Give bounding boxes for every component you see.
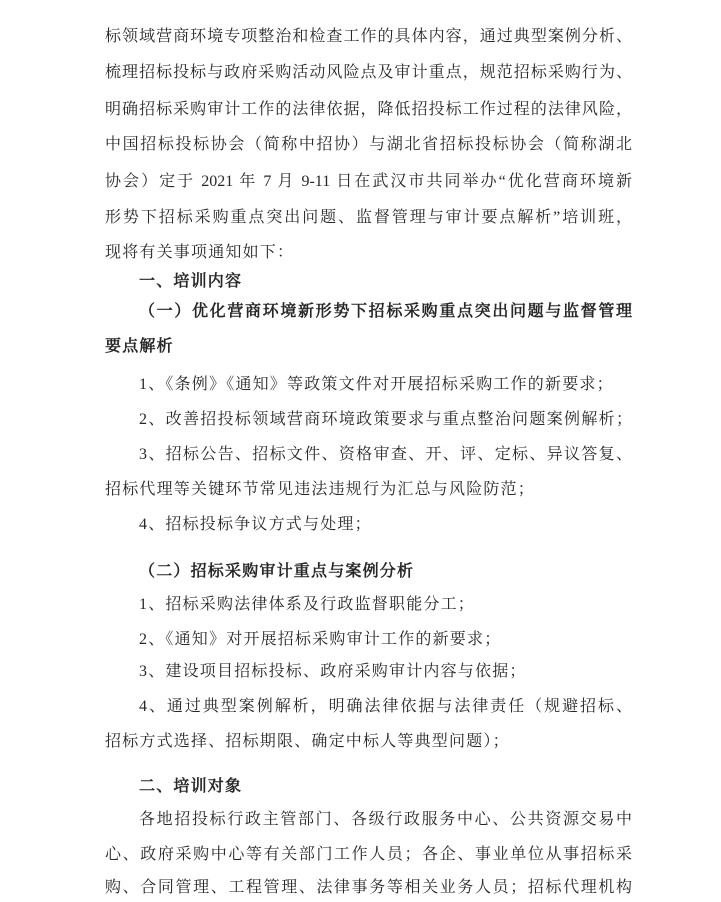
list-item: 2、改善招投标领域营商环境政策要求与重点整治问题案例解析； (139, 411, 632, 428)
list-item: 4、招标投标争议方式与处理； (139, 516, 372, 533)
subsection-heading-1-cont: 要点解析 (105, 338, 174, 355)
list-item: 2、《通知》对开展招标采购审计工作的新要求； (139, 631, 502, 648)
doc-line: 协会）定于 2021 年 7 月 9-11 日在武汉市共同举办“优化营商环境新 (105, 173, 632, 190)
doc-line: 现将有关事项通知如下： (105, 244, 295, 261)
doc-line: 标领域营商环境专项整治和检查工作的具体内容，通过典型案例分析、 (105, 28, 632, 45)
list-item-cont: 招标代理等关键环节常见违法违规行为汇总与风险防范； (105, 481, 536, 498)
list-item: 3、建设项目招标投标、政府采购审计内容与依据； (139, 663, 527, 680)
list-item: 1、《条例》《通知》等政策文件对开展招标采购工作的新要求； (139, 376, 614, 393)
doc-line: 心、政府采购中心等有关部门工作人员；各企、事业单位从事招标采 (105, 846, 632, 863)
doc-line: 梳理招标投标与政府采购活动风险点及审计重点，规范招标采购行为、 (105, 64, 632, 81)
doc-line: 形势下招标采购重点突出问题、监督管理与审计要点解析”培训班， (105, 209, 632, 226)
list-item: 4、通过典型案例解析，明确法律依据与法律责任（规避招标、 (139, 698, 632, 715)
doc-line: 购、合同管理、工程管理、法律事务等相关业务人员；招标代理机构 (105, 879, 632, 896)
section-heading-training-audience: 二、培训对象 (139, 778, 243, 795)
list-item: 3、招标公告、招标文件、资格审查、开、评、定标、异议答复、 (139, 446, 632, 463)
list-item-cont: 招标方式选择、招标期限、确定中标人等典型问题）； (105, 733, 510, 750)
subsection-heading-2: （二）招标采购审计重点与案例分析 (139, 563, 415, 580)
subsection-heading-1: （一）优化营商环境新形势下招标采购重点突出问题与监督管理 (139, 303, 632, 320)
doc-line: 各地招投标行政主管部门、各级行政服务中心、公共资源交易中 (139, 811, 632, 828)
list-item: 1、招标采购法律体系及行政监督职能分工； (139, 596, 476, 613)
doc-line: 中国招标投标协会（简称中招协）与湖北省招标投标协会（简称湖北 (105, 136, 632, 153)
section-heading-training-content: 一、培训内容 (139, 273, 243, 290)
doc-line: 明确招标采购审计工作的法律依据，降低招投标工作过程的法律风险， (105, 101, 632, 118)
